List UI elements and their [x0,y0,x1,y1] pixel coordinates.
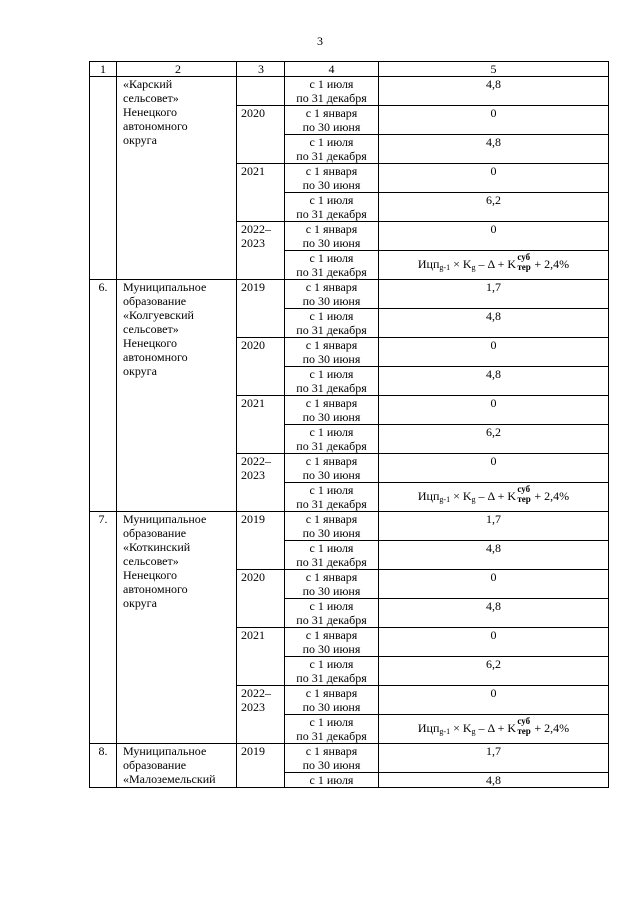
period-text: с 1 июля [309,773,354,787]
value-text: 6,2 [486,657,501,671]
period-cell [285,599,379,628]
municipality-name [117,512,237,744]
value-cell [379,425,609,454]
value-text: 0 [490,454,497,468]
period-text: по 31 декабря [296,323,367,337]
year-text: 2019 [241,280,265,294]
period-text: по 31 декабря [296,497,367,511]
text-line: округа [123,596,157,610]
value-text: 6,2 [486,425,501,439]
text-line: сельсовет» [123,91,179,105]
period-cell [285,222,379,251]
value-cell [379,396,609,425]
value-text: 4,8 [486,599,501,613]
value-text: 4,8 [486,367,501,381]
year-cell [237,628,285,686]
period-cell [285,193,379,222]
row-number: 7. [90,512,117,744]
period-text: с 1 января [305,454,358,468]
formula-k-sup: суб [517,716,531,726]
formula-sub: g [471,263,476,272]
value-text: 6,2 [486,193,501,207]
value-text: 0 [490,164,497,178]
value-text: 0 [490,628,497,642]
period-text: по 30 июня [302,236,361,250]
formula-times: × K [450,721,472,735]
period-cell [285,251,379,280]
value-cell [379,135,609,164]
period-cell [285,425,379,454]
formula-tail: + 2,4% [531,721,570,735]
value-text: 4,8 [486,135,501,149]
value-cell [379,454,609,483]
table-row [90,744,609,773]
formula-sub: g-1 [439,495,451,504]
period-text: с 1 июля [309,77,354,91]
formula-kter [507,252,531,272]
period-text: с 1 января [305,106,358,120]
table-row [90,77,609,106]
header-row [90,62,609,77]
period-text: с 1 июля [309,135,354,149]
year-text: 2023 [241,700,265,714]
formula-minus: – Δ + [475,721,508,735]
year-cell [237,570,285,628]
period-text: по 30 июня [302,584,361,598]
table-row [90,280,609,309]
period-cell [285,164,379,193]
period-text: по 30 июня [302,120,361,134]
header-cell-2: 2 [117,62,237,77]
formula-tail: + 2,4% [531,257,570,271]
value-text: 0 [490,338,497,352]
year-text: 2020 [241,106,265,120]
formula-tail: + 2,4% [531,489,570,503]
period-text: по 31 декабря [296,439,367,453]
value-cell [379,628,609,657]
value-text: 0 [490,396,497,410]
period-cell [285,570,379,599]
value-cell [379,715,609,744]
year-cell [237,686,285,744]
value-cell [379,280,609,309]
value-text: 0 [490,106,497,120]
text-line: автономного [123,119,188,133]
value-cell [379,222,609,251]
value-text: 1,7 [486,512,501,526]
period-cell [285,715,379,744]
value-text: 0 [490,222,497,236]
year-cell [237,338,285,396]
period-cell [285,483,379,512]
period-text: с 1 июля [309,541,354,555]
year-text: 2021 [241,628,265,642]
formula-k-sup: суб [517,252,531,262]
period-text: с 1 января [305,744,358,758]
year-cell [237,77,285,106]
period-text: по 30 июня [302,178,361,192]
period-cell [285,657,379,686]
period-text: с 1 января [305,164,358,178]
year-text: 2023 [241,236,265,250]
formula-minus: – Δ + [475,489,508,503]
municipality-name [117,77,237,280]
header-cell-3: 3 [237,62,285,77]
period-text: с 1 января [305,396,358,410]
value-text: 4,8 [486,77,501,91]
value-text: 1,7 [486,280,501,294]
value-cell [379,483,609,512]
text-line: Муниципальное [123,744,207,758]
text-line: «Колгуевский [123,308,194,322]
year-text: 2023 [241,468,265,482]
year-text: 2021 [241,396,265,410]
period-text: с 1 января [305,512,358,526]
text-line: образование [123,758,187,772]
period-cell [285,454,379,483]
period-text: с 1 июля [309,193,354,207]
year-text: 2020 [241,338,265,352]
text-line: «Коткинский [123,540,191,554]
value-text: 4,8 [486,541,501,555]
row-number: 6. [90,280,117,512]
text-line: Муниципальное [123,280,207,294]
formula-times: × K [450,489,472,503]
value-cell [379,164,609,193]
text-line: Ненецкого [123,336,178,350]
value-cell [379,106,609,135]
text-line: образование [123,526,187,540]
year-cell [237,222,285,280]
period-text: по 30 июня [302,352,361,366]
formula-minus: – Δ + [475,257,508,271]
period-cell [285,280,379,309]
text-line: округа [123,364,157,378]
year-text: 2019 [241,744,265,758]
formula-sub: g [471,727,476,736]
formula-sub: g-1 [439,263,451,272]
table-row [90,512,609,541]
period-text: по 31 декабря [296,149,367,163]
page-number: 3 [317,34,323,48]
value-cell [379,193,609,222]
period-cell [285,396,379,425]
period-text: по 31 декабря [296,265,367,279]
period-cell [285,686,379,715]
year-cell [237,280,285,338]
period-text: по 31 декабря [296,671,367,685]
value-text: 4,8 [486,309,501,323]
period-text: с 1 июля [309,657,354,671]
period-text: по 30 июня [302,642,361,656]
period-cell [285,106,379,135]
period-text: по 31 декабря [296,381,367,395]
value-cell [379,541,609,570]
year-text: 2019 [241,512,265,526]
text-line: образование [123,294,187,308]
value-cell [379,77,609,106]
period-cell [285,512,379,541]
text-line: Муниципальное [123,512,207,526]
value-text: 0 [490,570,497,584]
period-text: с 1 июля [309,599,354,613]
formula-kter [507,716,531,736]
period-text: по 31 декабря [296,207,367,221]
header-cell-4: 4 [285,62,379,77]
municipality-name [117,280,237,512]
period-cell [285,541,379,570]
formula-sub: g [471,495,476,504]
formula-cell-value [417,252,570,272]
year-cell [237,512,285,570]
formula-base: Ицп [417,257,440,271]
period-cell [285,309,379,338]
formula-cell-value [417,484,570,504]
year-cell [237,164,285,222]
period-text: по 31 декабря [296,613,367,627]
period-text: по 30 июня [302,294,361,308]
period-cell [285,77,379,106]
period-cell [285,628,379,657]
period-text: по 30 июня [302,526,361,540]
formula-cell-value [417,716,570,736]
formula-times: × K [450,257,472,271]
period-text: с 1 июля [309,251,354,265]
text-line: сельсовет» [123,322,179,336]
period-text: с 1 июля [309,425,354,439]
row-number [90,77,117,280]
year-text: 2022– [241,686,271,700]
year-cell [237,106,285,164]
value-cell [379,251,609,280]
period-text: с 1 января [305,338,358,352]
period-cell [285,338,379,367]
year-text: 2022– [241,454,271,468]
formula-k: K [507,721,517,735]
period-cell [285,135,379,164]
formula-base: Ицп [417,489,440,503]
period-text: по 30 июня [302,758,361,772]
period-text: по 30 июня [302,700,361,714]
value-cell [379,599,609,628]
period-text: по 30 июня [302,410,361,424]
year-text: 2022– [241,222,271,236]
formula-sub: g-1 [439,727,451,736]
formula-k-sub: тер [517,262,531,272]
year-cell [237,396,285,454]
value-cell [379,338,609,367]
value-text: 0 [490,686,497,700]
value-cell [379,686,609,715]
value-cell [379,512,609,541]
period-cell [285,744,379,773]
period-text: с 1 января [305,686,358,700]
text-line: «Малоземельский [123,772,216,786]
formula-k-sub: тер [517,494,531,504]
year-text: 2021 [241,164,265,178]
header-cell-1: 1 [90,62,117,77]
year-cell [237,454,285,512]
row-number: 8. [90,744,117,788]
text-line: «Карский [123,77,173,91]
tariff-table [89,61,609,788]
period-text: по 31 декабря [296,555,367,569]
period-text: с 1 января [305,570,358,584]
text-line: автономного [123,582,188,596]
period-text: с 1 июля [309,715,354,729]
text-line: округа [123,133,157,147]
year-cell [237,744,285,788]
period-text: с 1 января [305,280,358,294]
value-text: 4,8 [486,773,501,787]
period-text: с 1 января [305,628,358,642]
period-text: с 1 июля [309,309,354,323]
period-text: по 30 июня [302,468,361,482]
value-cell [379,570,609,599]
period-text: по 31 декабря [296,729,367,743]
municipality-name [117,744,237,788]
text-line: Ненецкого [123,105,178,119]
year-text: 2020 [241,570,265,584]
value-cell [379,367,609,396]
period-text: с 1 января [305,222,358,236]
value-cell [379,773,609,788]
value-cell [379,309,609,338]
period-text: с 1 июля [309,367,354,381]
formula-kter [507,484,531,504]
value-cell [379,657,609,686]
text-line: автономного [123,350,188,364]
formula-k-sub: тер [517,726,531,736]
value-cell [379,744,609,773]
value-text: 1,7 [486,744,501,758]
formula-k: K [507,489,517,503]
formula-base: Ицп [417,721,440,735]
formula-k: K [507,257,517,271]
period-text: по 31 декабря [296,91,367,105]
period-cell [285,773,379,788]
header-cell-5: 5 [379,62,609,77]
text-line: Ненецкого [123,568,178,582]
text-line: сельсовет» [123,554,179,568]
formula-k-sup: суб [517,484,531,494]
period-text: с 1 июля [309,483,354,497]
period-cell [285,367,379,396]
